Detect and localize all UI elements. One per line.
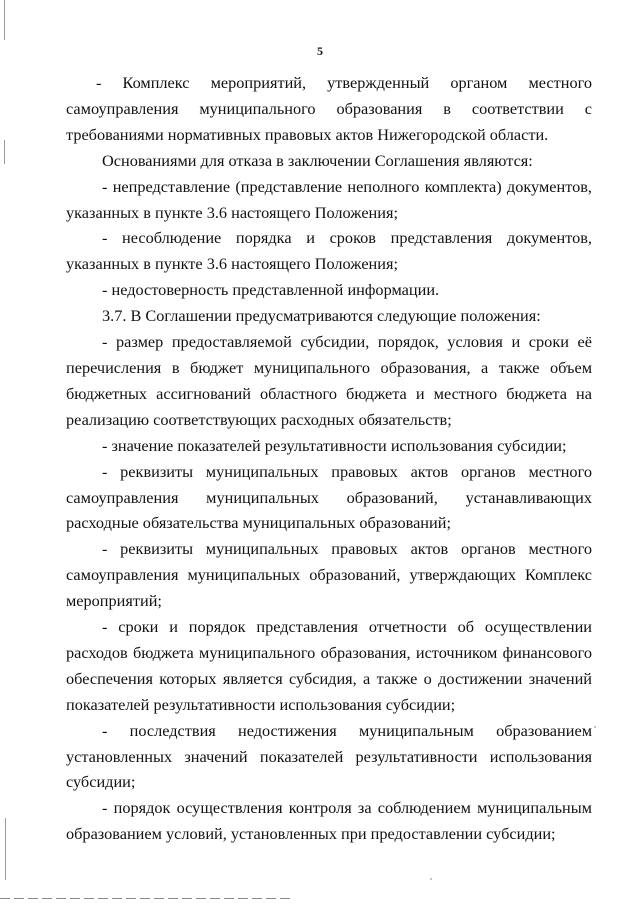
scan-edge-mark [5, 818, 6, 880]
scan-bottom-line [0, 898, 290, 899]
scan-speck [594, 726, 596, 728]
page-number: 5 [317, 44, 323, 58]
scan-edge-mark [4, 0, 5, 40]
list-item-non-achievement-consequences: - последствия недостижения муниципальным образованием установленных значений показателей результативности использования субсидии; [66, 720, 592, 792]
document-body [66, 70, 592, 847]
list-item-acts-complex-of-measures: - реквизиты муниципальных правовых актов органов местного самоуправления муниципальных образований, утверждающих Комплекс мероприятий; [66, 539, 592, 611]
section-3-7-heading: 3.7. В Соглашении предусматриваются следующие положения: [102, 306, 541, 326]
scan-edge-mark [4, 140, 5, 164]
scan-speck [430, 878, 432, 880]
list-item-false-information: - недостоверность представленной информации. [102, 280, 440, 300]
paragraph-refusal-grounds-heading: Основаниями для отказа в заключении Соглашения являются: [102, 150, 533, 170]
list-item-subsidy-amount: - размер предоставляемой субсидии, порядок, условия и сроки её перечисления в бюджет муниципального образования, а также объем бюджетных ассигнований областного бюджета и местного бюджета на реализацию соответствующих расходных обязательств; [66, 332, 592, 429]
list-item-performance-indicators: - значение показателей результативности использования субсидии; [102, 435, 567, 455]
paragraph-complex-of-measures: - Комплекс мероприятий, утвержденный органом местного самоуправления муниципального образования в соответствии с требованиями нормативных правовых актов Нижегородской области. [66, 73, 592, 144]
list-item-reporting-terms: - сроки и порядок представления отчетности об осуществлении расходов бюджета муниципального образования, источником финансового обеспечения которых является субсидия, а также о достижении значений показателей результативности использования субсидии; [66, 617, 592, 714]
list-item-deadline-violation: - несоблюдение порядка и сроков представления документов, указанных в пункте 3.6 настоящего Положения; [66, 228, 592, 274]
list-item-control-procedure: - порядок осуществления контроля за соблюдением муниципальным образованием условий, установленных при предоставлении субсидии; [66, 798, 592, 844]
list-item-incomplete-documents: - непредставление (представление неполного комплекта) документов, указанных в пункте 3.6 настоящего Положения; [66, 176, 592, 222]
list-item-acts-expenditure-obligations: - реквизиты муниципальных правовых актов органов местного самоуправления муниципальных образований, устанавливающих расходные обязательства муниципальных образований; [66, 461, 592, 533]
